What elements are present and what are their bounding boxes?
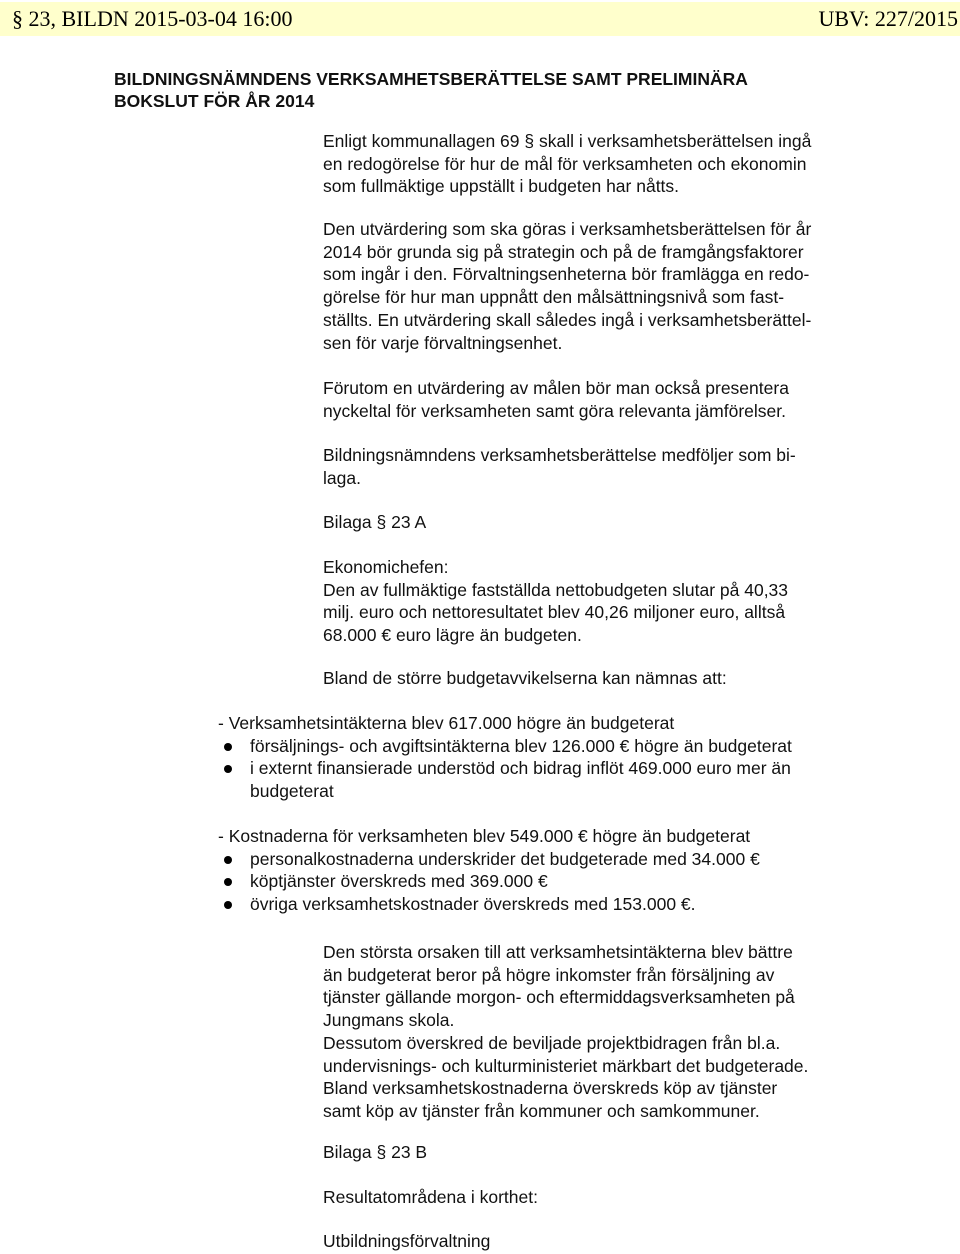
attachment-label: Bilaga § 23 B [323, 1142, 428, 1162]
text-line: Bland verksamhetskostnaderna överskreds köp av tjänster [323, 1078, 778, 1099]
attachment-23a [323, 511, 883, 534]
list-item [218, 757, 898, 802]
text-line: Den största orsaken till att verksamhetsintäkterna blev bättre [323, 942, 793, 962]
text-line: sen för varje förvaltningsenhet. [323, 332, 563, 353]
text-line: tjänster gällande morgon- och eftermiddagsverksamheten på [323, 987, 795, 1008]
text-line: 2014 bör grunda sig på strategin och på de framgångsfaktorer [323, 241, 804, 262]
header-ubv-number: UBV: 227/2015 [818, 6, 958, 31]
paragraph-utvardering [323, 218, 883, 354]
text-line: 68.000 € euro lägre än budgeten. [323, 625, 582, 646]
list-item-text: budgeterat [250, 781, 334, 802]
text-line: en redogörelse för hur de mål för verksamheten och ekonomin [323, 153, 807, 174]
text-line: Den av fullmäktige fastställda nettobudgeten slutar på 40,33 [323, 579, 789, 600]
document-title-line: BILDNINGSNÄMNDENS VERKSAMHETSBERÄTTELSE SAMT PRELIMINÄRA [114, 69, 748, 89]
text-line: Bland de större budgetavvikelserna kan nämnas att: [323, 668, 727, 688]
bullet-icon [224, 901, 232, 909]
text-line: samt köp av tjänster från kommuner och samkommuner. [323, 1100, 760, 1121]
text-line: ställts. En utvärdering skall således ingå i verksamhetsberättel- [323, 309, 812, 330]
list-item-text: i externt finansierade understöd och bidrag inflöt 469.000 euro mer än [250, 758, 791, 779]
list-item-text: övriga verksamhetskostnader överskreds med 153.000 €. [250, 894, 696, 915]
list-lead: - Verksamhetsintäkterna blev 617.000 högre än budgeterat [218, 713, 675, 733]
section-heading-utbildningsforvaltning [323, 1230, 883, 1253]
list-item [218, 870, 898, 893]
bullet-icon [224, 856, 232, 864]
list-item [218, 735, 898, 758]
document-title [114, 68, 894, 112]
bullet-icon [224, 743, 232, 751]
text-line: Bildningsnämndens verksamhetsberättelse medföljer som bi- [323, 445, 796, 465]
list-item [218, 848, 898, 871]
paragraph-kommunallagen [323, 130, 883, 198]
text-line: undervisnings- och kulturministeriet märkbart det budgeterade. [323, 1055, 809, 1076]
paragraph-ekonomichefen [323, 556, 883, 647]
text-line: milj. euro och nettoresultatet blev 40,26 miljoner euro, alltså [323, 602, 786, 623]
text-line: som ingår i den. Förvaltningsenheterna bör framlägga en redo- [323, 264, 810, 285]
paragraph-bilaga-info [323, 444, 883, 489]
attachment-23b [323, 1141, 883, 1164]
bullet-icon [224, 878, 232, 886]
bullet-icon [224, 765, 232, 773]
text-line: Dessutom överskred de beviljade projektbidragen från bl.a. [323, 1032, 781, 1053]
text-line: nyckeltal för verksamheten samt göra relevanta jämförelser. [323, 400, 786, 421]
paragraph-resultatomraden [323, 1186, 883, 1209]
document-title-line: BOKSLUT FÖR ÅR 2014 [114, 91, 315, 111]
paragraph-budgetavvikelser [323, 667, 883, 690]
text-line: Enligt kommunallagen 69 § skall i verksamhetsberättelsen ingå [323, 131, 812, 151]
text-line: laga. [323, 467, 361, 488]
text-line: Resultatområdena i korthet: [323, 1187, 538, 1207]
text-line: Ekonomichefen: [323, 557, 449, 577]
text-line: som fullmäktige uppställt i budgeten har nåtts. [323, 176, 680, 197]
paragraph-nyckeltal [323, 377, 883, 422]
text-line: än budgeterat beror på högre inkomster från försäljning av [323, 964, 775, 985]
cost-list [218, 825, 898, 916]
list-item [218, 893, 898, 916]
list-item-text: köptjänster överskreds med 369.000 € [250, 871, 548, 892]
text-line: Förutom en utvärdering av målen bör man också presentera [323, 378, 789, 398]
text-line: Utbildningsförvaltning [323, 1231, 491, 1251]
text-line: Jungmans skola. [323, 1010, 455, 1031]
revenue-list [218, 712, 898, 803]
attachment-label: Bilaga § 23 A [323, 512, 427, 532]
text-line: Den utvärdering som ska göras i verksamhetsberättelsen för år [323, 219, 812, 239]
header-section-reference: § 23, BILDN 2015-03-04 16:00 [12, 6, 293, 31]
list-item-text: försäljnings- och avgiftsintäkterna blev 126.000 € högre än budgeterat [250, 735, 792, 756]
document-header [0, 2, 960, 36]
paragraph-orsaker [323, 941, 883, 1123]
text-line: görelse för hur man uppnått den målsättningsnivå som fast- [323, 287, 785, 308]
list-item-text: personalkostnaderna underskrider det budgeterade med 34.000 € [250, 848, 760, 869]
list-lead: - Kostnaderna för verksamheten blev 549.000 € högre än budgeterat [218, 826, 751, 846]
